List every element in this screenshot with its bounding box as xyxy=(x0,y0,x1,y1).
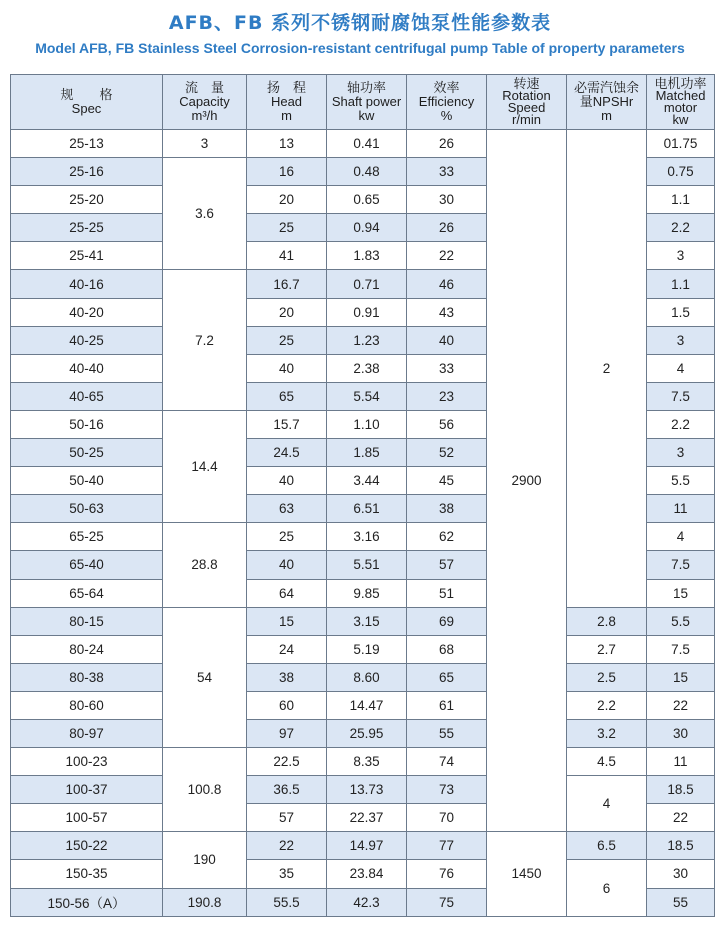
cell-motor-power: 1.1 xyxy=(647,186,715,214)
header-npshr: 必需汽蚀余 量NPSHr m xyxy=(567,75,647,130)
cell-spec: 80-60 xyxy=(11,691,163,719)
cell-head: 65 xyxy=(247,382,327,410)
cell-capacity: 3 xyxy=(163,130,247,158)
cell-npshr: 3.2 xyxy=(567,719,647,747)
cell-motor-power: 22 xyxy=(647,691,715,719)
header-shaft-power: 轴功率 Shaft power kw xyxy=(327,75,407,130)
cell-motor-power: 1.1 xyxy=(647,270,715,298)
cell-efficiency: 77 xyxy=(407,832,487,860)
cell-efficiency: 56 xyxy=(407,410,487,438)
cell-head: 24.5 xyxy=(247,439,327,467)
cell-spec: 25-13 xyxy=(11,130,163,158)
cell-shaft-power: 0.65 xyxy=(327,186,407,214)
cell-spec: 25-16 xyxy=(11,158,163,186)
table-row xyxy=(11,719,715,747)
cell-motor-power: 55 xyxy=(647,888,715,916)
cell-head: 16 xyxy=(247,158,327,186)
cell-motor-power: 2.2 xyxy=(647,214,715,242)
cell-efficiency: 70 xyxy=(407,804,487,832)
table-row xyxy=(11,832,715,860)
cell-efficiency: 46 xyxy=(407,270,487,298)
cell-shaft-power: 0.41 xyxy=(327,130,407,158)
cell-motor-power: 0.75 xyxy=(647,158,715,186)
cell-head: 20 xyxy=(247,186,327,214)
cell-head: 16.7 xyxy=(247,270,327,298)
page-title: AFB、FB 系列不锈钢耐腐蚀泵性能参数表 xyxy=(168,12,552,34)
cell-motor-power: 15 xyxy=(647,579,715,607)
cell-head: 97 xyxy=(247,719,327,747)
cell-npshr: 2.5 xyxy=(567,663,647,691)
cell-capacity: 3.6 xyxy=(163,158,247,270)
cell-shaft-power: 25.95 xyxy=(327,719,407,747)
cell-efficiency: 69 xyxy=(407,607,487,635)
cell-motor-power: 22 xyxy=(647,804,715,832)
cell-head: 36.5 xyxy=(247,776,327,804)
cell-npshr: 2.8 xyxy=(567,607,647,635)
cell-efficiency: 76 xyxy=(407,860,487,888)
table-header-row xyxy=(11,75,715,130)
table-row xyxy=(11,635,715,663)
cell-efficiency: 52 xyxy=(407,439,487,467)
cell-capacity: 7.2 xyxy=(163,270,247,410)
table-row xyxy=(11,663,715,691)
cell-shaft-power: 1.85 xyxy=(327,439,407,467)
cell-spec: 40-40 xyxy=(11,354,163,382)
cell-head: 60 xyxy=(247,691,327,719)
cell-spec: 65-64 xyxy=(11,579,163,607)
cell-spec: 25-20 xyxy=(11,186,163,214)
cell-spec: 80-97 xyxy=(11,719,163,747)
cell-shaft-power: 3.16 xyxy=(327,523,407,551)
cell-spec: 50-40 xyxy=(11,467,163,495)
cell-spec: 100-23 xyxy=(11,748,163,776)
cell-motor-power: 7.5 xyxy=(647,635,715,663)
cell-head: 24 xyxy=(247,635,327,663)
cell-spec: 25-41 xyxy=(11,242,163,270)
cell-spec: 150-56（A） xyxy=(11,888,163,916)
cell-shaft-power: 0.91 xyxy=(327,298,407,326)
cell-spec: 40-20 xyxy=(11,298,163,326)
cell-shaft-power: 0.48 xyxy=(327,158,407,186)
cell-efficiency: 74 xyxy=(407,748,487,776)
header-rotation-speed: 转速 Rotation Speed r/min xyxy=(487,75,567,130)
cell-efficiency: 33 xyxy=(407,158,487,186)
cell-spec: 40-65 xyxy=(11,382,163,410)
cell-shaft-power: 0.94 xyxy=(327,214,407,242)
cell-motor-power: 15 xyxy=(647,663,715,691)
cell-efficiency: 73 xyxy=(407,776,487,804)
cell-head: 63 xyxy=(247,495,327,523)
cell-efficiency: 23 xyxy=(407,382,487,410)
cell-motor-power: 01.75 xyxy=(647,130,715,158)
cell-spec: 150-22 xyxy=(11,832,163,860)
header-matched-motor: 电机功率 Matched motor kw xyxy=(647,75,715,130)
header-efficiency: 效率 Efficiency % xyxy=(407,75,487,130)
cell-efficiency: 38 xyxy=(407,495,487,523)
cell-rotation-speed: 1450 xyxy=(487,832,567,916)
header-head: 扬 程 Head m xyxy=(247,75,327,130)
cell-head: 40 xyxy=(247,467,327,495)
cell-spec: 40-25 xyxy=(11,326,163,354)
table-row xyxy=(11,130,715,158)
cell-motor-power: 11 xyxy=(647,748,715,776)
cell-motor-power: 1.5 xyxy=(647,298,715,326)
cell-efficiency: 26 xyxy=(407,130,487,158)
cell-capacity: 28.8 xyxy=(163,523,247,607)
cell-motor-power: 3 xyxy=(647,242,715,270)
cell-shaft-power: 3.44 xyxy=(327,467,407,495)
cell-head: 25 xyxy=(247,214,327,242)
cell-spec: 65-25 xyxy=(11,523,163,551)
cell-efficiency: 30 xyxy=(407,186,487,214)
cell-spec: 100-57 xyxy=(11,804,163,832)
cell-motor-power: 3 xyxy=(647,439,715,467)
cell-efficiency: 43 xyxy=(407,298,487,326)
table-row xyxy=(11,607,715,635)
cell-efficiency: 51 xyxy=(407,579,487,607)
cell-head: 25 xyxy=(247,523,327,551)
cell-spec: 80-38 xyxy=(11,663,163,691)
cell-npshr: 6 xyxy=(567,860,647,916)
cell-capacity: 190 xyxy=(163,832,247,888)
cell-shaft-power: 42.3 xyxy=(327,888,407,916)
cell-shaft-power: 1.10 xyxy=(327,410,407,438)
cell-shaft-power: 8.35 xyxy=(327,748,407,776)
cell-motor-power: 18.5 xyxy=(647,832,715,860)
cell-capacity: 54 xyxy=(163,607,247,747)
cell-shaft-power: 9.85 xyxy=(327,579,407,607)
cell-spec: 50-16 xyxy=(11,410,163,438)
cell-efficiency: 75 xyxy=(407,888,487,916)
cell-motor-power: 11 xyxy=(647,495,715,523)
table-row xyxy=(11,748,715,776)
cell-efficiency: 62 xyxy=(407,523,487,551)
cell-head: 41 xyxy=(247,242,327,270)
table-row xyxy=(11,691,715,719)
cell-shaft-power: 5.19 xyxy=(327,635,407,663)
header-capacity: 流 量 Capacity m³/h xyxy=(163,75,247,130)
cell-motor-power: 5.5 xyxy=(647,467,715,495)
cell-shaft-power: 6.51 xyxy=(327,495,407,523)
cell-head: 64 xyxy=(247,579,327,607)
table-row xyxy=(11,860,715,888)
cell-head: 40 xyxy=(247,354,327,382)
page-subtitle: Model AFB, FB Stainless Steel Corrosion-resistant centrifugal pump Table of property parameters xyxy=(35,40,685,56)
cell-head: 40 xyxy=(247,551,327,579)
cell-head: 13 xyxy=(247,130,327,158)
cell-npshr: 2.2 xyxy=(567,691,647,719)
cell-efficiency: 40 xyxy=(407,326,487,354)
cell-shaft-power: 14.47 xyxy=(327,691,407,719)
cell-shaft-power: 8.60 xyxy=(327,663,407,691)
cell-efficiency: 61 xyxy=(407,691,487,719)
cell-head: 22 xyxy=(247,832,327,860)
cell-efficiency: 45 xyxy=(407,467,487,495)
cell-spec: 50-63 xyxy=(11,495,163,523)
cell-motor-power: 7.5 xyxy=(647,382,715,410)
cell-motor-power: 18.5 xyxy=(647,776,715,804)
cell-shaft-power: 13.73 xyxy=(327,776,407,804)
cell-npshr: 2 xyxy=(567,130,647,608)
cell-head: 57 xyxy=(247,804,327,832)
cell-shaft-power: 5.51 xyxy=(327,551,407,579)
cell-spec: 100-37 xyxy=(11,776,163,804)
cell-motor-power: 4 xyxy=(647,523,715,551)
cell-shaft-power: 3.15 xyxy=(327,607,407,635)
cell-npshr: 4.5 xyxy=(567,748,647,776)
table-body xyxy=(11,130,715,917)
cell-rotation-speed: 2900 xyxy=(487,130,567,832)
cell-shaft-power: 5.54 xyxy=(327,382,407,410)
cell-head: 35 xyxy=(247,860,327,888)
cell-head: 22.5 xyxy=(247,748,327,776)
cell-motor-power: 4 xyxy=(647,354,715,382)
cell-spec: 80-15 xyxy=(11,607,163,635)
cell-efficiency: 68 xyxy=(407,635,487,663)
cell-capacity: 100.8 xyxy=(163,748,247,832)
cell-motor-power: 5.5 xyxy=(647,607,715,635)
cell-efficiency: 33 xyxy=(407,354,487,382)
cell-npshr: 4 xyxy=(567,776,647,832)
cell-spec: 150-35 xyxy=(11,860,163,888)
cell-spec: 25-25 xyxy=(11,214,163,242)
cell-shaft-power: 1.83 xyxy=(327,242,407,270)
cell-efficiency: 55 xyxy=(407,719,487,747)
cell-efficiency: 26 xyxy=(407,214,487,242)
cell-spec: 50-25 xyxy=(11,439,163,467)
cell-head: 55.5 xyxy=(247,888,327,916)
cell-shaft-power: 0.71 xyxy=(327,270,407,298)
cell-motor-power: 30 xyxy=(647,860,715,888)
cell-efficiency: 22 xyxy=(407,242,487,270)
cell-efficiency: 57 xyxy=(407,551,487,579)
cell-head: 15.7 xyxy=(247,410,327,438)
cell-motor-power: 2.2 xyxy=(647,410,715,438)
cell-head: 15 xyxy=(247,607,327,635)
cell-spec: 65-40 xyxy=(11,551,163,579)
cell-shaft-power: 1.23 xyxy=(327,326,407,354)
cell-shaft-power: 22.37 xyxy=(327,804,407,832)
cell-efficiency: 65 xyxy=(407,663,487,691)
cell-head: 38 xyxy=(247,663,327,691)
cell-motor-power: 30 xyxy=(647,719,715,747)
cell-shaft-power: 23.84 xyxy=(327,860,407,888)
table-row xyxy=(11,776,715,804)
cell-capacity: 14.4 xyxy=(163,410,247,522)
cell-capacity: 190.8 xyxy=(163,888,247,916)
cell-spec: 40-16 xyxy=(11,270,163,298)
cell-motor-power: 3 xyxy=(647,326,715,354)
cell-shaft-power: 14.97 xyxy=(327,832,407,860)
cell-head: 20 xyxy=(247,298,327,326)
cell-spec: 80-24 xyxy=(11,635,163,663)
cell-motor-power: 7.5 xyxy=(647,551,715,579)
cell-npshr: 6.5 xyxy=(567,832,647,860)
property-table xyxy=(10,74,715,917)
cell-shaft-power: 2.38 xyxy=(327,354,407,382)
cell-head: 25 xyxy=(247,326,327,354)
header-spec: 规 格 Spec xyxy=(11,75,163,130)
cell-npshr: 2.7 xyxy=(567,635,647,663)
